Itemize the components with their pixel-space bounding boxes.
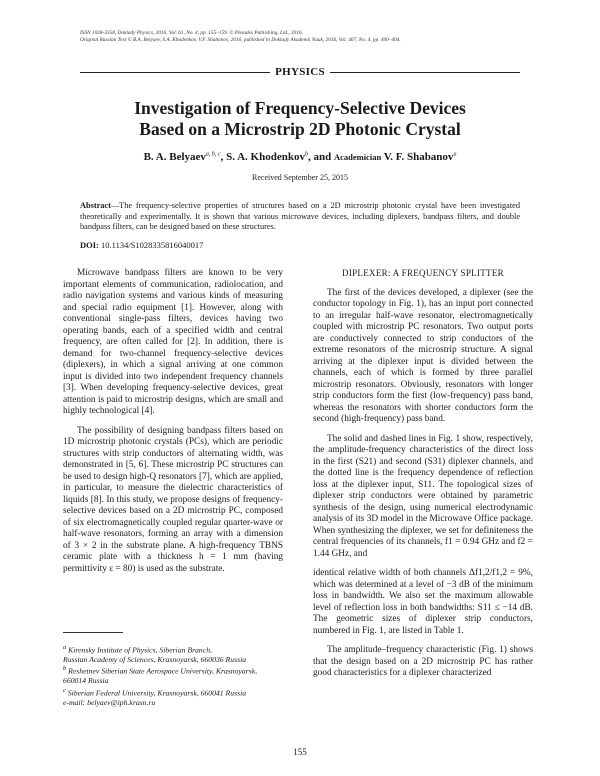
title-line-2: Based on a Microstrip 2D Photonic Crystal <box>139 119 461 139</box>
footnote-b <box>63 664 283 676</box>
footnote-a-cont: Russian Academy of Sciences, Krasnoyarsk, 660036 Russia <box>63 654 247 664</box>
footnote-a <box>63 643 283 655</box>
author-separator: , <box>220 151 227 163</box>
affiliation-footnotes <box>63 632 283 707</box>
abstract-label: Abstract <box>80 201 111 210</box>
journal-citation: ISSN 1028-3358, Doklady Physics, 2016, Vol. 61, No. 4, pp. 155–159. © Pleiades Publishing, Ltd., 2016. <box>80 30 303 36</box>
journal-header <box>80 30 550 44</box>
abstract <box>80 201 520 233</box>
author-separator: , and <box>307 151 334 163</box>
paragraph-photonic-crystals: The possibility of designing bandpass filters based on 1D microstrip photonic crystals (PCs), which are periodic structures with strip conductors of alternating width, was demonstrated in [5, 6]. These microstrip PC structures can be used to design high-Q resonators [7], which are applied, in particular, to measure the dielectric characteristics of liquids [8]. In this study, we propose designs of frequency-selective devices based on a 2D microstrip PC, composed of six electromagnetically coupled regular quarter-wave or half-wave resonators, forming an array with a dimension of 3 × 2 in the substrate plane. A high-frequency TBNS ceramic plate with a thickness h = 1 mm (having permittivity ε = 80) is used as the substrate. <box>63 425 283 574</box>
doi-label: DOI: <box>80 240 99 250</box>
footnote-text: Kirensky Institute of Physics, Siberian Branch, <box>66 645 212 655</box>
doi-link[interactable]: 10.1134/S1028335816040017 <box>98 240 204 250</box>
abstract-text: —The frequency-selective properties of structures based on a 2D microstrip photonic crystal have been investigated theoretically and experimentally. It is shown that various microwave devices, including diplexers, bandpass filters, and double bandpass filters, can be designed based on these structures. <box>80 201 520 231</box>
left-column <box>63 268 283 575</box>
contact-email[interactable]: e-mail: belyaev@iph.krasn.ru <box>63 697 156 707</box>
author-list <box>60 151 540 163</box>
author-1: B. A. Belyaev <box>143 151 206 163</box>
footnote-text: Siberian Federal University, Krasnoyarsk, 660041 Russia <box>65 688 247 698</box>
author-2: S. A. Khodenkov <box>226 151 305 163</box>
paragraph-diplexer-quality: The amplitude–frequency characteristic (Fig. 1) shows that the design based on a 2D microstrip PC has rather good characteristics for a diplexer characterized <box>313 645 533 678</box>
paragraph-relative-width: identical relative width of both channels Δf1,2/f1,2 = 9%, which was determined at a level of −3 dB of the minimum loss in bandwidth. We also set the maximum allowable level of reflection loss in both bandwidths: S11 ≤ −14 dB. The geometric sizes of diplexer strip conductors, numbered in Fig. 1, are listed in Table 1. <box>313 568 533 636</box>
author-1-affiliation: a, b, c <box>205 151 221 158</box>
right-column <box>313 268 533 680</box>
footnote-c <box>63 686 283 698</box>
page-number: 155 <box>293 747 307 757</box>
section-heading-diplexer: DIPLEXER: A FREQUENCY SPLITTER <box>342 268 504 278</box>
received-date: Received September 25, 2015 <box>252 173 348 182</box>
author-3-title: Academician <box>333 152 382 162</box>
original-text-notice: Original Russian Text © B.A. Belyaev, S.A. Khodenkov, V.F. Shabanov, 2016, published in Doklady Akademii Nauk, 2016, Vol. 467, No. 4, pp. 400–404. <box>80 37 401 43</box>
article-title <box>60 98 540 140</box>
footnote-marker: a <box>63 644 67 651</box>
author-2-affiliation: b <box>304 151 308 158</box>
paragraph-intro: Microwave bandpass filters are known to be very important elements of communication, radiolocation, and radio navigation systems and various kinds of measuring and special radio equipment [1]. However, along with conventional single-pass filters, devices having two operating bands, each of a specified width and central frequency, are often called for [2]. In addition, there is demand for two-channel frequency-selective devices (diplexers), in which a signal arriving at one common input is divided into two independent frequency channels [3]. When developing frequency-selective devices, great attention is paid to microstrip designs, which are small and highly technological [4]. <box>63 268 283 416</box>
footnote-marker: c <box>63 686 66 694</box>
title-line-1: Investigation of Frequency-Selective Devices <box>134 98 466 118</box>
footnote-b-cont: 660014 Russia <box>63 676 109 686</box>
footnote-marker: b <box>63 665 67 673</box>
footnote-text: Reshetnev Siberian State Aerospace University, Krasnoyarsk, <box>66 666 258 676</box>
author-3-affiliation: a <box>453 151 457 158</box>
doi <box>80 240 520 250</box>
paragraph-diplexer-design: The first of the devices developed, a diplexer (see the conductor topology in Fig. 1), has an input port connected to an irregular half-wave resonator, electromagnetically coupled with microstrip PC resonators. Two output ports are conductively connected to strip conductors of the extreme resonators of the microstrip structure. A signal arriving at the diplexer input is divided between the channels, each of which is formed by three parallel microstrip resonators. Obviously, resonators with longer strip conductors form the first (low-frequency) pass band, whereas the resonators with shorter conductors form the second (high-frequency) pass band. <box>313 287 533 424</box>
section-label: PHYSICS <box>275 66 325 78</box>
footnote-rule <box>63 632 123 633</box>
author-3: V. F. Shabanov <box>381 151 454 163</box>
paragraph-amplitude-characteristics: The solid and dashed lines in Fig. 1 show, respectively, the amplitude-frequency characteristics of the direct loss in the first (S21) and second (S31) diplexer channels, and the dotted line is the frequency dependence of reflection loss at the diplexer input, S11. The topological sizes of diplexer strip conductors were obtained by parametric synthesis of the design, using numerical electrodynamic analysis of its 3D model in the Microwave Office package. When synthesizing the diplexer, we set for definiteness the central frequencies of its channels, f1 = 0.94 GHz and f2 = 1.44 GHz, and <box>313 433 533 559</box>
